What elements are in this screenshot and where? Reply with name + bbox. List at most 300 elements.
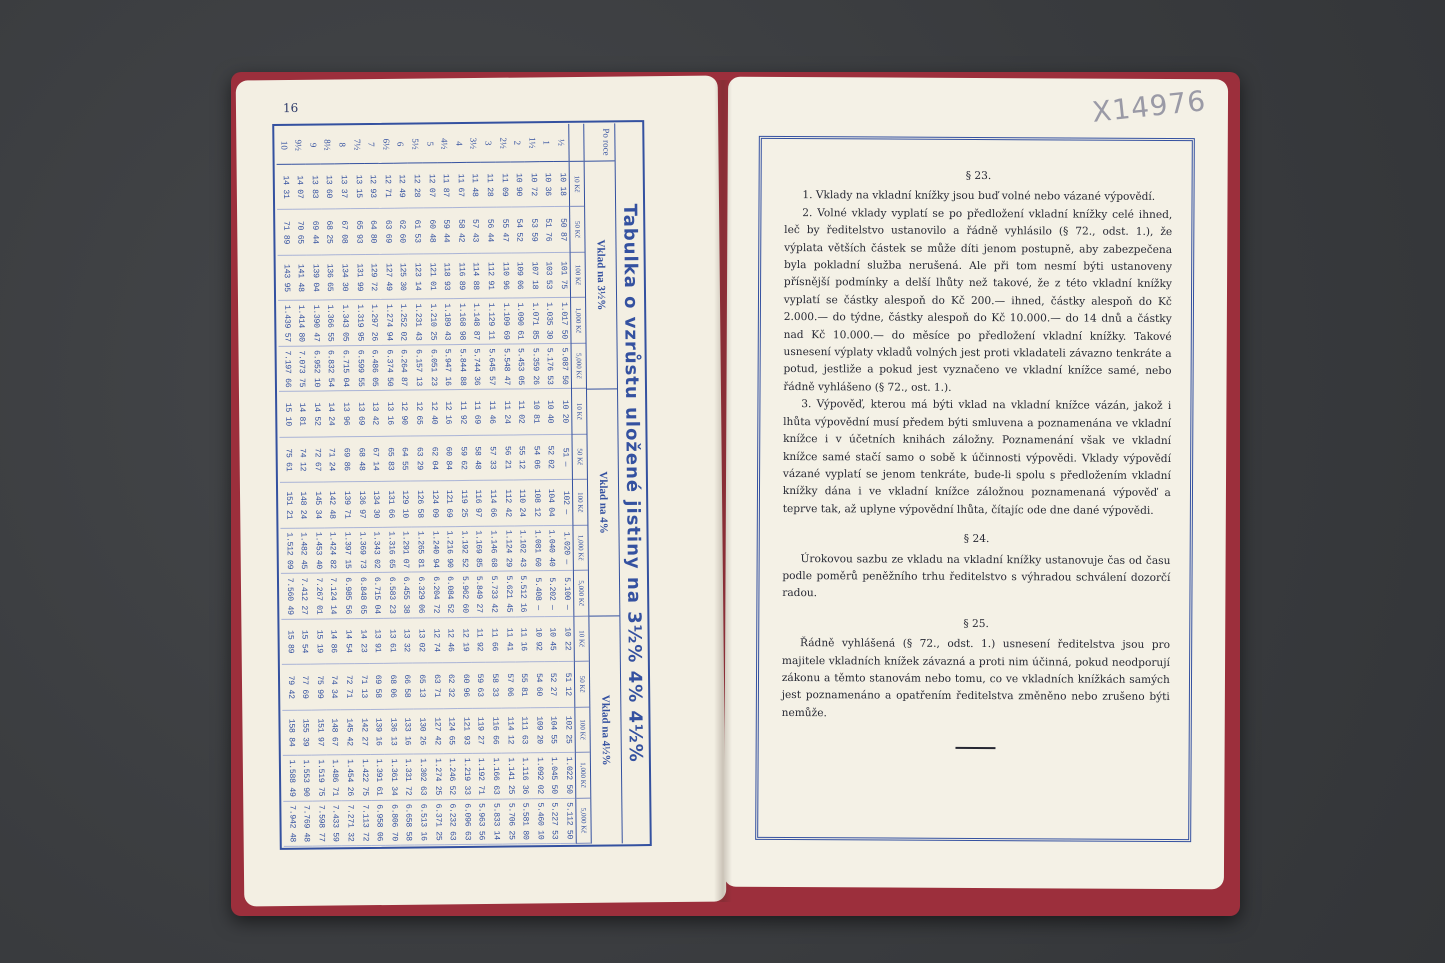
year-cell: 7: [364, 126, 379, 164]
table-cell: 1.040 40: [543, 526, 558, 572]
year-cell: 7½: [349, 126, 364, 164]
interest-table-frame: [272, 120, 652, 850]
table-cell: 11 48: [466, 163, 481, 209]
table-cell: 58 42: [452, 208, 467, 254]
table-cell: 142 27: [355, 710, 370, 756]
table-cell: 158 84: [282, 710, 297, 756]
table-cell: 5.100 —: [558, 571, 573, 617]
table-cell: 59 63: [472, 663, 487, 709]
table-cell: 5.581 80: [517, 799, 532, 845]
amount-col-header: 50 Kč: [575, 662, 589, 708]
table-cell: 52 27: [545, 662, 560, 708]
table-cell: 14 81: [294, 392, 309, 438]
table-cell: 1.297 26: [366, 300, 381, 346]
table-cell: 1.553 90: [298, 756, 313, 802]
table-cell: 58 33: [486, 663, 501, 709]
table-cell: 6.455 38: [398, 573, 413, 619]
table-cell: 5.227 53: [546, 799, 561, 845]
table-cell: 5.460 10: [532, 799, 547, 845]
table-cell: 1.369 73: [354, 528, 369, 574]
table-cell: 12 19: [457, 618, 472, 664]
table-cell: 6.806 70: [386, 800, 401, 846]
table-cell: 1.071 85: [526, 299, 541, 345]
table-cell: 121 93: [458, 709, 473, 755]
table-cell: 6.952 10: [308, 346, 323, 392]
table-cell: 12 16: [440, 390, 455, 436]
table-cell: 62 32: [443, 663, 458, 709]
table-cell: 75 99: [311, 665, 326, 711]
table-cell: 72 71: [340, 664, 355, 710]
table-cell: 63 29: [411, 436, 426, 482]
table-cell: 101 75: [555, 253, 570, 299]
table-cell: 1.588 49: [283, 756, 298, 802]
table-cell: 131 66: [382, 482, 397, 528]
table-cell: 10 72: [525, 162, 540, 208]
table-cell: 15 89: [282, 619, 297, 665]
table-cell: 141 48: [292, 256, 307, 302]
table-cell: 139 04: [307, 255, 322, 301]
table-cell: 114 88: [467, 254, 482, 300]
table-cell: 69 86: [338, 437, 353, 483]
table-cell: 10 92: [530, 617, 545, 663]
amount-col-header: 5,000 Kč: [572, 344, 586, 390]
interest-table: [275, 123, 649, 847]
table-cell: 11 24: [498, 390, 513, 436]
amount-col-header: 10 Kč: [572, 389, 586, 435]
table-cell: 6.204 72: [427, 572, 442, 618]
table-cell: 13 83: [306, 164, 321, 210]
table-cell: 6.371 25: [429, 800, 444, 846]
table-cell: 1.519 75: [312, 756, 327, 802]
table-cell: 14 52: [308, 392, 323, 438]
table-cell: 1.331 72: [400, 755, 415, 801]
table-cell: 129 72: [365, 255, 380, 301]
table-cell: 55 81: [515, 662, 530, 708]
table-cell: 1.081 60: [529, 526, 544, 572]
table-cell: 5.744 36: [468, 345, 483, 391]
table-cell: 136 13: [385, 709, 400, 755]
table-cell: 13 16: [381, 391, 396, 437]
table-cell: 13 15: [350, 164, 365, 210]
table-cell: 110 24: [514, 481, 529, 527]
section-paragraph: 2. Volné vklady vyplatí se po předložení vkladní knížky celé ihned, leč by ředitelstvo ustanovilo a řádně vyhlásilo (§ 72., odst. 1.), že výplata větších částek se může díti jenom postupně, aby zabezpečena byla pokladní služba nerušená. Ale při tom nesmí býti ustanoveny přísnější podmínky a delší lhůty než takové, že z této vkladní knížky vyplatí se částky alespoň do Kč 200.— ihned, částky alespoň do Kč 2.000.— do týdne, částky alespoň do Kč 10.000.— do 14 dnů a částky nad Kč 10.000.— do měsíce po předložení vkladní knížky. Takové usnesení výplaty vkladů volných jest proti vkladateli závazno tenkráte a potud, jestliže a pokud jest vyznačeno ve vkladní knížce samé, nebo řádně vyhlášeno (§ 72., ost. 1.).: [783, 206, 1173, 394]
table-cell: 7.433 59: [327, 801, 342, 847]
table-cell: 1.246 52: [443, 754, 458, 800]
table-cell: 12 46: [442, 618, 457, 664]
table-cell: 11 67: [452, 163, 467, 209]
table-cell: 7.598 77: [313, 801, 328, 847]
table-cell: 1.141 25: [502, 754, 517, 800]
amount-col-header: 1,000 Kč: [573, 525, 587, 571]
table-cell: 1.486 71: [327, 755, 342, 801]
table-cell: 12 07: [423, 163, 438, 209]
table-cell: 13 42: [367, 391, 382, 437]
year-cell: 4: [451, 125, 466, 163]
table-cell: 14 54: [340, 619, 355, 665]
table-cell: 1.090 61: [512, 299, 527, 345]
table-cell: 109 06: [511, 253, 526, 299]
year-cell: 1: [539, 124, 554, 162]
table-cell: 12 65: [410, 391, 425, 437]
table-cell: 61 53: [409, 209, 424, 255]
section-heading: § 24.: [963, 533, 990, 546]
amount-col-header: 5,000 Kč: [576, 798, 590, 844]
amount-col-header: 50 Kč: [570, 207, 584, 253]
table-cell: 6.084 52: [442, 572, 457, 618]
table-cell: 1.189 43: [439, 299, 454, 345]
table-cell: 11 92: [471, 617, 486, 663]
table-cell: 15 19: [311, 619, 326, 665]
table-cell: 1.216 90: [441, 527, 456, 573]
table-cell: 71 13: [355, 664, 370, 710]
table-cell: 5.706 25: [502, 799, 517, 845]
table-cell: 1.231 43: [410, 300, 425, 346]
amount-col-header: 1,000 Kč: [571, 298, 585, 344]
table-cell: 15 10: [279, 392, 294, 438]
table-cell: 133 16: [399, 709, 414, 755]
table-cell: 136 97: [353, 482, 368, 528]
amount-col-header: 10 Kč: [574, 616, 588, 662]
year-cell: 2½: [495, 124, 510, 162]
table-cell: 119 25: [455, 481, 470, 527]
table-cell: 6.264 87: [395, 345, 410, 391]
table-cell: 7.271 32: [342, 801, 357, 847]
year-cell: 3½: [466, 125, 481, 163]
table-cell: 5.963 56: [473, 799, 488, 845]
page-number: 16: [282, 100, 299, 116]
amount-col-header: 100 Kč: [573, 480, 587, 526]
table-cell: 12 71: [379, 164, 394, 210]
table-cell: 148 24: [295, 483, 310, 529]
table-cell: 121 01: [424, 254, 439, 300]
table-cell: 11 09: [496, 162, 511, 208]
table-cell: 6.599 55: [352, 346, 367, 392]
table-cell: 71 89: [277, 210, 292, 256]
table-cell: 10 20: [556, 389, 571, 435]
year-cell: 6: [393, 126, 408, 164]
table-cell: 6.832 54: [322, 346, 337, 392]
year-column-header: Po roce: [584, 123, 614, 161]
table-cell: 1.454 26: [341, 755, 356, 801]
table-cell: 116 66: [487, 708, 502, 754]
table-cell: 54 52: [511, 208, 526, 254]
table-cell: 57 43: [467, 208, 482, 254]
table-cell: 5.202 —: [544, 571, 559, 617]
table-cell: 1.020 —: [558, 526, 573, 572]
table-cell: 1.166 63: [487, 754, 502, 800]
amount-col-header: 10 Kč: [570, 162, 584, 208]
table-cell: 53 59: [525, 208, 540, 254]
table-cell: 54 60: [530, 662, 545, 708]
pencil-note: X14976: [1090, 84, 1208, 129]
table-cell: 1.390 47: [307, 301, 322, 347]
year-cell: 9½: [291, 127, 306, 165]
table-cell: 71 24: [323, 437, 338, 483]
table-cell: 12 90: [396, 391, 411, 437]
table-cell: 10 90: [510, 162, 525, 208]
table-cell: 109 20: [531, 708, 546, 754]
table-cell: 1.291 07: [397, 527, 412, 573]
table-cell: 145 42: [341, 710, 356, 756]
year-cell: ½: [554, 124, 569, 162]
table-cell: 1.219 33: [458, 754, 473, 800]
table-cell: 5.359 26: [527, 344, 542, 390]
table-cell: 112 42: [499, 481, 514, 527]
table-cell: 5.645 57: [483, 344, 498, 390]
table-cell: 126 58: [411, 482, 426, 528]
table-cell: 14 31: [277, 165, 292, 211]
table-cell: 1.146 68: [485, 526, 500, 572]
table-cell: 7.412 27: [296, 574, 311, 620]
table-cell: 51 76: [540, 207, 555, 253]
table-cell: 134 30: [336, 255, 351, 301]
table-cell: 55 12: [513, 435, 528, 481]
table-cell: 145 34: [309, 483, 324, 529]
table-cell: 7.197 66: [279, 347, 294, 393]
table-cell: 5.408 —: [529, 571, 544, 617]
table-cell: 104 55: [545, 708, 560, 754]
table-cell: 13 32: [398, 618, 413, 664]
table-cell: 79 42: [282, 665, 297, 711]
table-cell: 63 69: [379, 209, 394, 255]
table-cell: 1.414 80: [293, 301, 308, 347]
table-cell: 69 44: [306, 210, 321, 256]
table-cell: 64 55: [396, 436, 411, 482]
table-cell: 1.482 45: [295, 528, 310, 574]
table-cell: 1.397 15: [339, 528, 354, 574]
end-rule: [955, 747, 995, 749]
table-cell: 1.210 25: [424, 300, 439, 346]
table-cell: 5.548 47: [498, 344, 513, 390]
table-cell: 59 62: [455, 436, 470, 482]
table-cell: 1.148 87: [468, 299, 483, 345]
section-paragraph: 1. Vklady na vkladní knížky jsou buď volné nebo vázané výpovědí.: [802, 189, 1156, 204]
table-cell: 1.168 98: [453, 299, 468, 345]
table-cell: 136 65: [321, 255, 336, 301]
table-cell: 142 48: [324, 483, 339, 529]
table-cell: 1.022 50: [560, 753, 575, 799]
table-cell: 134 30: [368, 482, 383, 528]
table-cell: 6.157 13: [410, 345, 425, 391]
section-paragraph: 3. Výpověď, kterou má býti vklad na vkladní knížce vázán, jakož i lhůta výpovědní musí předem býti smluvena a poznamenána ve vkladní knížce i v účetních knihách záložny. Poznamenání však ve vkladní knížce samé stačí samo o sobě k účinnosti výpovědi. Vklady výpovědí vázané vyplatí se jenom tenkráte, bude-li spolu s předložením vkladní knížky dána i ve vkladní knížce záložnou poznamenaná výpověď a teprve tak, až uplyne výpovědní lhůta, čítajíc ode dne dané výpovědi.: [782, 398, 1172, 517]
table-cell: 50 87: [555, 207, 570, 253]
table-cell: 5.962 60: [456, 572, 471, 618]
table-cell: 6.513 16: [415, 800, 430, 846]
table-cell: 12 49: [394, 164, 409, 210]
table-cell: 13 69: [352, 391, 367, 437]
table-cell: 155 39: [297, 710, 312, 756]
table-cell: 10 18: [554, 162, 569, 208]
table-cell: 62 60: [394, 209, 409, 255]
table-cell: 1.453 40: [310, 528, 325, 574]
year-cell: 10: [276, 127, 291, 165]
table-cell: 57 33: [484, 435, 499, 481]
table-cell: 5.733 42: [485, 572, 500, 618]
table-cell: 6.051 23: [425, 345, 440, 391]
table-cell: 1.343 02: [368, 528, 383, 574]
year-cell: 4½: [437, 125, 452, 163]
table-cell: 51 —: [557, 435, 572, 481]
table-cell: 7.073 75: [293, 346, 308, 392]
year-cell: 8½: [320, 126, 335, 164]
amount-col-header: 100 Kč: [571, 253, 585, 299]
amount-col-header: 1,000 Kč: [576, 753, 590, 799]
table-cell: 5.849 27: [471, 572, 486, 618]
table-cell: 64 80: [365, 209, 380, 255]
table-cell: 143 95: [278, 256, 293, 302]
table-cell: 65 13: [413, 664, 428, 710]
table-cell: 1.439 57: [278, 301, 293, 347]
table-cell: 139 71: [338, 482, 353, 528]
table-cell: 5.947 16: [439, 345, 454, 391]
year-cell: 6½: [379, 126, 394, 164]
table-cell: 65 93: [350, 209, 365, 255]
table-cell: 66 58: [399, 664, 414, 710]
table-cell: 15 54: [296, 619, 311, 665]
year-cell: 5: [422, 125, 437, 163]
table-cell: 104 04: [543, 480, 558, 526]
table-cell: 102 —: [557, 480, 572, 526]
table-cell: 12 28: [408, 163, 423, 209]
table-cell: 114 12: [501, 708, 516, 754]
year-cell: 8: [335, 126, 350, 164]
table-cell: 127 42: [428, 709, 443, 755]
year-cell: 9: [306, 126, 321, 164]
table-cell: 1.274 94: [380, 300, 395, 346]
amount-col-header: 5,000 Kč: [574, 571, 588, 617]
table-cell: 5.176 53: [541, 344, 556, 390]
table-title: Tabulka o vzrůstu uložené jistiny na 3½% 4% 4½%: [619, 203, 646, 763]
table-cell: 12 93: [364, 164, 379, 210]
table-cell: 1.366 55: [322, 301, 337, 347]
table-cell: 6.374 50: [381, 346, 396, 392]
table-cell: 1.035 30: [541, 298, 556, 344]
table-cell: 6.715 04: [337, 346, 352, 392]
table-cell: 6.096 63: [459, 799, 474, 845]
table-cell: 6.958 06: [371, 800, 386, 846]
table-cell: 6.848 65: [354, 573, 369, 619]
table-cell: 111 63: [516, 708, 531, 754]
sub-row-spacer: [569, 124, 583, 162]
table-cell: 13 96: [338, 391, 353, 437]
table-cell: 102 25: [560, 707, 575, 753]
table-cell: 14 23: [354, 619, 369, 665]
book-gutter: [714, 80, 732, 902]
table-cell: 74 34: [326, 664, 341, 710]
table-cell: 7.769 48: [298, 801, 313, 847]
table-cell: 13 37: [335, 164, 350, 210]
table-cell: 51 12: [559, 662, 574, 708]
table-cell: 1.265 81: [412, 527, 427, 573]
table-cell: 13 61: [384, 618, 399, 664]
table-cell: 13 91: [369, 619, 384, 665]
table-cell: 1.274 25: [429, 754, 444, 800]
table-cell: 1.124 29: [499, 526, 514, 572]
table-cell: 6.715 04: [369, 573, 384, 619]
table-cell: 14 24: [323, 392, 338, 438]
table-cell: 1.391 61: [371, 755, 386, 801]
table-cell: 60 96: [457, 663, 472, 709]
table-cell: 75 61: [280, 438, 295, 484]
table-cell: 67 14: [367, 437, 382, 483]
table-cell: 68 06: [384, 664, 399, 710]
table-cell: 6.658 58: [400, 800, 415, 846]
table-cell: 67 08: [336, 210, 351, 256]
table-cell: 123 14: [409, 254, 424, 300]
table-cell: 52 02: [542, 435, 557, 481]
table-cell: 116 97: [470, 481, 485, 527]
table-cell: 7.113 72: [356, 801, 371, 847]
table-cell: 14 07: [291, 165, 306, 211]
table-cell: 5.833 14: [488, 799, 503, 845]
table-cell: 70 65: [292, 210, 307, 256]
table-cell: 68 25: [321, 210, 336, 256]
table-cell: 5.453 05: [512, 344, 527, 390]
table-cell: 72 67: [309, 437, 324, 483]
table-cell: 1.422 75: [356, 755, 371, 801]
table-cell: 7.124 14: [325, 574, 340, 620]
table-cell: 130 26: [414, 709, 429, 755]
table-cell: 10 36: [539, 162, 554, 208]
table-cell: 7.560 49: [281, 574, 296, 620]
table-cell: 10 81: [527, 390, 542, 436]
statute-text: [781, 167, 1172, 750]
table-cell: 55 47: [496, 208, 511, 254]
amount-col-header: 100 Kč: [575, 707, 589, 753]
table-cell: 11 02: [513, 390, 528, 436]
table-cell: 1.361 34: [385, 755, 400, 801]
table-cell: 1.343 05: [337, 301, 352, 347]
section-paragraph: Řádně vyhlášená (§ 72., odst. 1.) usnesení ředitelstva jsou pro majitele vkladních knížek závazná a proti nim účinná, pokud neodporují zákonu a těmto stanovám nebo tomu, co ve vkladních knížkách samých jest poznamenáno a opatřením ředitelstva změněno nebo zrušeno býti nemůže.: [781, 637, 1171, 719]
year-cell: 2: [510, 124, 525, 162]
group-header-4: Vklad na 4%: [587, 389, 619, 617]
table-cell: 54 06: [528, 435, 543, 481]
table-cell: 112 91: [482, 254, 497, 300]
table-cell: 125 30: [394, 254, 409, 300]
table-cell: 12 40: [425, 391, 440, 437]
table-cell: 60 48: [423, 209, 438, 255]
table-cell: 6.985 56: [339, 573, 354, 619]
table-cell: 1.302 63: [414, 754, 429, 800]
table-cell: 6.486 05: [366, 346, 381, 392]
table-cell: 1.192 52: [456, 527, 471, 573]
table-body: [276, 124, 575, 847]
table-cell: 65 83: [382, 436, 397, 482]
table-cell: 124 65: [443, 709, 458, 755]
table-cell: 1.512 09: [281, 528, 296, 574]
table-cell: 14 86: [325, 619, 340, 665]
table-cell: 1.319 95: [351, 300, 366, 346]
table-cell: 1.116 36: [516, 753, 531, 799]
table-cell: 6.329 06: [412, 573, 427, 619]
group-header-4-5: Vklad na 4½%: [599, 694, 612, 766]
table-cell: 59 44: [438, 209, 453, 255]
table-cell: 110 96: [497, 253, 512, 299]
table-cell: 11 66: [486, 617, 501, 663]
table-cell: 5.087 50: [556, 344, 571, 390]
table-cell: 1.017 50: [555, 298, 570, 344]
table-cell: 119 27: [472, 708, 487, 754]
table-cell: 5.512 16: [515, 572, 530, 618]
table-cell: 74 12: [294, 437, 309, 483]
table-cell: 5.844 88: [454, 345, 469, 391]
table-cell: 1.424 82: [324, 528, 339, 574]
table-cell: 11 87: [437, 163, 452, 209]
table-cell: 7.942 48: [283, 801, 298, 847]
table-cell: 118 93: [438, 254, 453, 300]
table-cell: 108 12: [528, 480, 543, 526]
table-cell: 6.583 23: [383, 573, 398, 619]
